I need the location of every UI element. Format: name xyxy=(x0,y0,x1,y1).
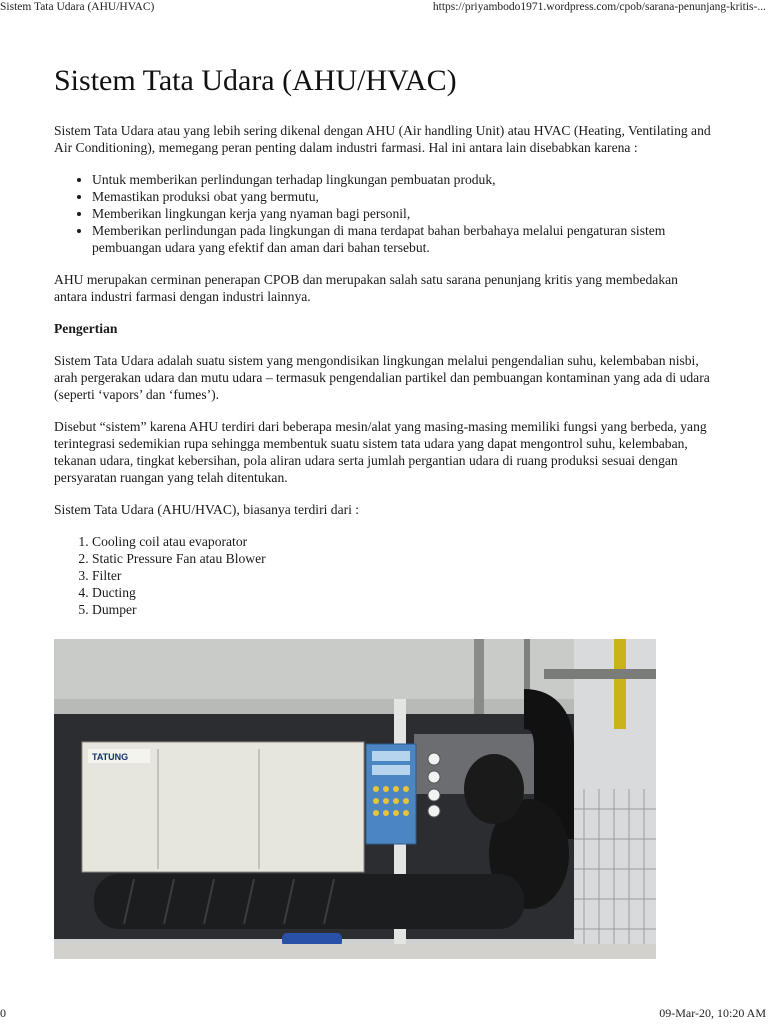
list-item: 2. Static Pressure Fan atau Blower xyxy=(92,550,714,567)
print-header-url: https://priyambodo1971.wordpress.com/cpob/sarana-penunjang-kritis-... xyxy=(432,1,766,13)
article-title: Sistem Tata Udara (AHU/HVAC) xyxy=(54,64,457,97)
cpob-paragraph: AHU merupakan cerminan penerapan CPOB dan merupakan salah satu sarana penunjang kritis yang membedakan antara industri farmasi dengan industri lainnya. xyxy=(54,272,678,304)
reasons-list xyxy=(54,171,714,256)
hvac-unit-photo xyxy=(54,639,656,959)
list-item: 3. Filter xyxy=(92,567,714,584)
list-item: • Memberikan lingkungan kerja yang nyaman bagi personil, xyxy=(92,205,714,222)
list-item: • Untuk memberikan perlindungan terhadap lingkungan pembuatan produk, xyxy=(92,171,714,188)
print-footer xyxy=(0,1004,768,1024)
components-list xyxy=(54,533,714,618)
components-intro: Sistem Tata Udara (AHU/HVAC), biasanya terdiri dari : xyxy=(54,502,360,517)
list-item: 4. Ducting xyxy=(92,584,714,601)
definition-paragraph: Sistem Tata Udara adalah suatu sistem yang mengondisikan lingkungan melalui pengendalian suhu, kelembaban nisbi, arah pergerakan udara dan mutu udara – termasuk pengendalian partikel dan pembuangan kontaminan yang ada di udara (seperti ‘vapors’ dan ‘fumes’). xyxy=(54,353,710,402)
list-item: 1. Cooling coil atau evaporator xyxy=(92,533,714,550)
hvac-unit-illustration xyxy=(54,639,656,959)
list-item: • Memberikan perlindungan pada lingkungan di mana terdapat bahan berbahaya melalui pengaturan sistem pembuangan udara yang efektif dan aman dari bahan tersebut. xyxy=(92,222,714,256)
article-content xyxy=(54,62,714,633)
print-header xyxy=(0,0,768,16)
section-heading: Pengertian xyxy=(54,321,118,336)
print-timestamp: 09-Mar-20, 10:20 AM xyxy=(659,1006,766,1020)
print-header-title: Sistem Tata Udara (AHU/HVAC) xyxy=(0,1,155,13)
list-item: • Memastikan produksi obat yang bermutu, xyxy=(92,188,714,205)
brand-logo-text: TATUNG xyxy=(92,752,129,762)
intro-paragraph: Sistem Tata Udara atau yang lebih sering dikenal dengan AHU (Air handling Unit) atau HVAC (Heating, Ventilating and Air Conditioning), memegang peran penting dalam industri farmasi. Hal ini antara lain disebabkan karena : xyxy=(54,123,711,155)
page-number: 0 xyxy=(0,1006,6,1020)
system-paragraph: Disebut “sistem” karena AHU terdiri dari beberapa mesin/alat yang masing-masing memiliki fungsi yang berbeda, yang terintegrasi sedemikian rupa sehingga membentuk suatu sistem tata udara yang dapat mengontrol suhu, kelembaban, tekanan udara, tingkat kebersihan, pola aliran udara serta jumlah pergantian udara di ruang produksi sesuai dengan persyaratan ruangan yang telah ditentukan. xyxy=(54,419,707,485)
list-item: 5. Dumper xyxy=(92,601,714,618)
